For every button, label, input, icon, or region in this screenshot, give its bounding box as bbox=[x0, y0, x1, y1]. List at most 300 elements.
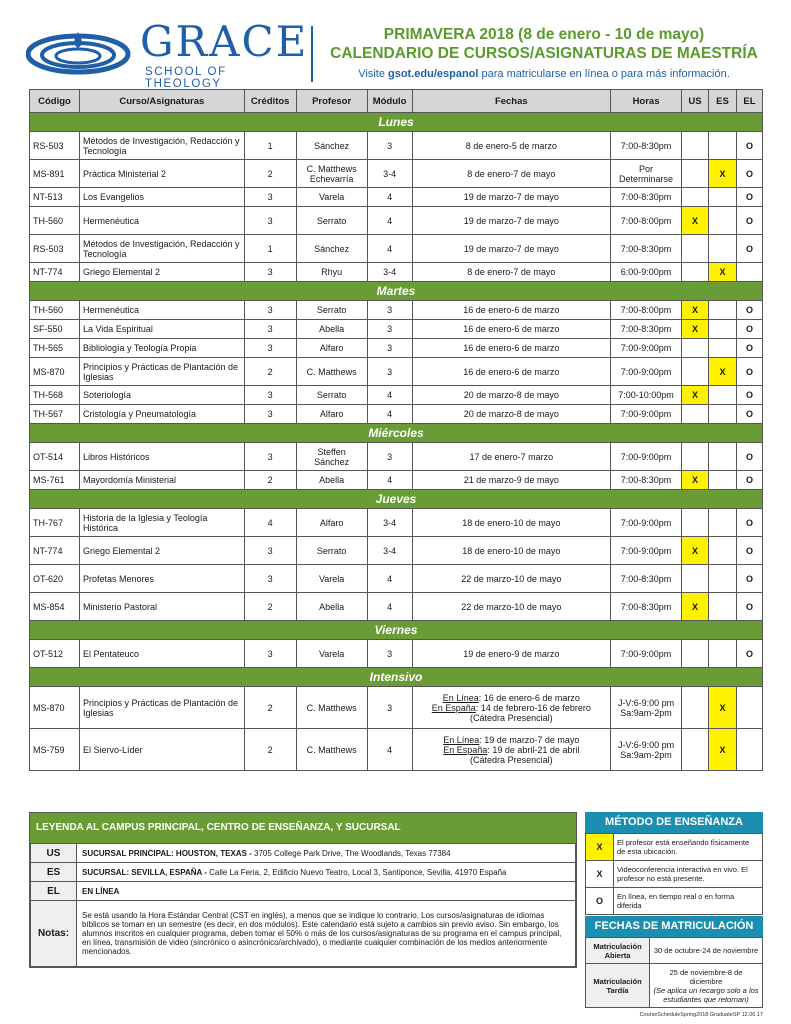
course-hours: 7:00-9:00pm bbox=[611, 640, 682, 668]
location-us-cell bbox=[682, 729, 709, 771]
course-code: NT-774 bbox=[30, 537, 80, 565]
course-name: Los Evangelios bbox=[79, 188, 244, 207]
course-dates: 17 de enero-7 marzo bbox=[412, 443, 610, 471]
legend-bold: SUCURSAL PRINCIPAL: HOUSTON, TEXAS - bbox=[82, 848, 255, 858]
course-credits: 3 bbox=[244, 537, 296, 565]
date-location: En España bbox=[443, 744, 488, 755]
location-el-cell bbox=[736, 687, 762, 729]
location-es-cell bbox=[708, 593, 736, 621]
location-es-cell bbox=[708, 640, 736, 668]
date-range: (Cátedra Presencial) bbox=[470, 754, 553, 765]
course-professor: Sánchez bbox=[296, 132, 367, 160]
fechas-value bbox=[650, 964, 763, 1008]
website-link[interactable]: gsot.edu/espanol bbox=[388, 68, 479, 80]
legend-bold: EN LÍNEA bbox=[82, 886, 120, 896]
location-es-cell bbox=[708, 320, 736, 339]
column-header: ES bbox=[708, 90, 736, 113]
course-row[interactable] bbox=[30, 188, 763, 207]
location-es-cell: X bbox=[708, 729, 736, 771]
course-dates: 19 de marzo-7 de mayo bbox=[412, 235, 610, 263]
course-row[interactable] bbox=[30, 386, 763, 405]
course-dates: 22 de marzo-10 de mayo bbox=[412, 565, 610, 593]
location-el-cell: O bbox=[736, 235, 762, 263]
course-professor: Steffen Sánchez bbox=[296, 443, 367, 471]
course-dates bbox=[412, 729, 610, 771]
metodo-row bbox=[586, 888, 763, 915]
course-row[interactable] bbox=[30, 443, 763, 471]
location-us-cell bbox=[682, 132, 709, 160]
location-us-cell: X bbox=[682, 471, 709, 490]
course-row[interactable] bbox=[30, 405, 763, 424]
legend-key: US bbox=[31, 844, 77, 863]
day-header: Viernes bbox=[30, 621, 763, 640]
course-hours: 7:00-9:00pm bbox=[611, 509, 682, 537]
course-professor: Alfaro bbox=[296, 339, 367, 358]
course-hours: 7:00-8:00pm bbox=[611, 301, 682, 320]
metodo-panel bbox=[585, 812, 763, 915]
course-code: TH-567 bbox=[30, 405, 80, 424]
course-row[interactable] bbox=[30, 160, 763, 188]
course-module: 3-4 bbox=[367, 263, 412, 282]
legend-row bbox=[31, 863, 576, 882]
legend-bold: SUCURSAL: SEVILLA, ESPAÑA - bbox=[82, 867, 210, 877]
course-name: La Vida Espiritual bbox=[79, 320, 244, 339]
course-module: 4 bbox=[367, 207, 412, 235]
course-module: 3-4 bbox=[367, 509, 412, 537]
course-dates: 18 de enero-10 de mayo bbox=[412, 509, 610, 537]
course-dates: 16 de enero-6 de marzo bbox=[412, 358, 610, 386]
course-module: 4 bbox=[367, 729, 412, 771]
course-credits: 2 bbox=[244, 358, 296, 386]
course-credits: 1 bbox=[244, 132, 296, 160]
date-line bbox=[416, 693, 607, 703]
course-professor: C. Matthews bbox=[296, 358, 367, 386]
date-location: En Línea bbox=[443, 734, 480, 745]
course-credits: 4 bbox=[244, 509, 296, 537]
legend-panel bbox=[29, 812, 577, 968]
date-range: : 16 de enero-6 de marzo bbox=[478, 692, 580, 703]
course-name: Hermenéutica bbox=[79, 207, 244, 235]
course-dates: 16 de enero-6 de marzo bbox=[412, 320, 610, 339]
course-row[interactable] bbox=[30, 593, 763, 621]
course-name: Métodos de Investigación, Redacción y Tecnología bbox=[79, 235, 244, 263]
location-es-cell bbox=[708, 132, 736, 160]
legend-text bbox=[77, 844, 576, 863]
legend-desc: Se está usando la Hora Estándar Central (CST en inglés), a menos que se indique lo contrario. Los cursos/asignaturas de idiomas bíblicos se toman en un semestre (es decir, en dos módulos). Este calendario está sujeto a cambios sin previo aviso. Sin embargo, los alumnos inscritos en cualquier programa, deben tomar el 50% o más de los cursos/asignaturas de su programa en el campus principal, en línea, transmisión de video (sincrónico o asincrónico/archivado), o mediante cualquier combinación de los medios anteriormente mencionados. bbox=[82, 911, 562, 956]
course-code: TH-767 bbox=[30, 509, 80, 537]
visit-note bbox=[320, 68, 768, 80]
legend-text bbox=[77, 901, 576, 967]
metodo-text: En línea, en tiempo real o en forma diferida bbox=[614, 888, 763, 915]
logo-wordmark: GRACE bbox=[140, 17, 309, 66]
course-hours: 7:00-9:00pm bbox=[611, 537, 682, 565]
location-es-cell bbox=[708, 188, 736, 207]
legend-desc: 3705 College Park Drive, The Woodlands, Texas 77384 bbox=[254, 848, 451, 858]
legend-row bbox=[31, 844, 576, 863]
course-dates: 19 de marzo-7 de mayo bbox=[412, 188, 610, 207]
legend-text bbox=[77, 882, 576, 901]
course-dates: 18 de enero-10 de mayo bbox=[412, 537, 610, 565]
location-el-cell: O bbox=[736, 593, 762, 621]
location-el-cell: O bbox=[736, 188, 762, 207]
location-el-cell: O bbox=[736, 565, 762, 593]
location-us-cell bbox=[682, 443, 709, 471]
column-header: Horas bbox=[611, 90, 682, 113]
course-name: Ministerio Pastoral bbox=[79, 593, 244, 621]
course-professor: Sánchez bbox=[296, 235, 367, 263]
course-code: MS-870 bbox=[30, 687, 80, 729]
location-el-cell bbox=[736, 729, 762, 771]
day-header: Martes bbox=[30, 282, 763, 301]
date-range: (Cátedra Presencial) bbox=[470, 712, 553, 723]
location-us-cell bbox=[682, 509, 709, 537]
location-es-cell bbox=[708, 301, 736, 320]
fechas-note: (Se aplica un recargo solo a los estudiantes que retornan) bbox=[653, 985, 759, 1004]
course-professor: Serrato bbox=[296, 301, 367, 320]
course-module: 3 bbox=[367, 301, 412, 320]
course-name: Mayordomía Ministerial bbox=[79, 471, 244, 490]
course-hours: 7:00-8:00pm bbox=[611, 207, 682, 235]
date-range: : 14 de febrero-16 de febrero bbox=[475, 702, 591, 713]
course-credits: 3 bbox=[244, 565, 296, 593]
course-hours: 6:00-9:00pm bbox=[611, 263, 682, 282]
course-code: TH-565 bbox=[30, 339, 80, 358]
course-credits: 3 bbox=[244, 640, 296, 668]
course-hours: 7:00-9:00pm bbox=[611, 339, 682, 358]
day-header-row bbox=[30, 282, 763, 301]
metodo-row bbox=[586, 834, 763, 861]
course-dates bbox=[412, 687, 610, 729]
course-code: RS-503 bbox=[30, 235, 80, 263]
course-credits: 3 bbox=[244, 301, 296, 320]
location-us-cell: X bbox=[682, 537, 709, 565]
course-dates: 20 de marzo-8 de mayo bbox=[412, 386, 610, 405]
fechas-range: 25 de noviembre-8 de diciembre bbox=[669, 967, 743, 986]
legend-desc: Calle La Feria, 2, Edificio Nuevo Teatro, Local 3, Santiponce, Sevilla, 41970 España bbox=[209, 867, 507, 877]
course-name: Cristología y Pneumatología bbox=[79, 405, 244, 424]
legend-key: EL bbox=[31, 882, 77, 901]
course-name: El Siervo-Líder bbox=[79, 729, 244, 771]
course-row[interactable] bbox=[30, 687, 763, 729]
course-dates: 8 de enero-5 de marzo bbox=[412, 132, 610, 160]
course-schedule-table bbox=[29, 89, 763, 771]
fechas-row bbox=[586, 938, 763, 964]
course-hours: Por Determinarse bbox=[611, 160, 682, 188]
course-credits: 3 bbox=[244, 405, 296, 424]
fechas-range: 30 de octubre-24 de noviembre bbox=[653, 946, 759, 955]
course-code: RS-503 bbox=[30, 132, 80, 160]
location-es-cell bbox=[708, 509, 736, 537]
location-us-cell: X bbox=[682, 386, 709, 405]
metodo-row bbox=[586, 861, 763, 888]
location-el-cell: O bbox=[736, 301, 762, 320]
course-dates: 8 de enero-7 de mayo bbox=[412, 263, 610, 282]
course-code: TH-560 bbox=[30, 207, 80, 235]
course-professor: Serrato bbox=[296, 537, 367, 565]
course-row[interactable] bbox=[30, 235, 763, 263]
course-professor: C. Matthews bbox=[296, 729, 367, 771]
location-es-cell bbox=[708, 443, 736, 471]
course-module: 3 bbox=[367, 339, 412, 358]
location-el-cell: O bbox=[736, 160, 762, 188]
course-code: OT-512 bbox=[30, 640, 80, 668]
course-hours: J-V:6-9:00 pm Sa:9am-2pm bbox=[611, 687, 682, 729]
column-header: Código bbox=[30, 90, 80, 113]
location-es-cell bbox=[708, 207, 736, 235]
location-el-cell: O bbox=[736, 339, 762, 358]
location-el-cell: O bbox=[736, 207, 762, 235]
course-row[interactable] bbox=[30, 301, 763, 320]
course-row[interactable] bbox=[30, 729, 763, 771]
course-code: MS-761 bbox=[30, 471, 80, 490]
location-us-cell bbox=[682, 339, 709, 358]
course-row[interactable] bbox=[30, 339, 763, 358]
grace-logo[interactable] bbox=[26, 17, 309, 90]
location-es-cell bbox=[708, 565, 736, 593]
location-es-cell bbox=[708, 405, 736, 424]
course-code: SF-550 bbox=[30, 320, 80, 339]
legend-row bbox=[31, 882, 576, 901]
location-us-cell: X bbox=[682, 593, 709, 621]
location-el-cell: O bbox=[736, 358, 762, 386]
course-dates: 21 de marzo-9 de mayo bbox=[412, 471, 610, 490]
visit-note-post: para matricularse en línea o para más información. bbox=[478, 68, 730, 80]
course-dates: 20 de marzo-8 de mayo bbox=[412, 405, 610, 424]
course-row[interactable] bbox=[30, 132, 763, 160]
location-us-cell bbox=[682, 160, 709, 188]
course-row[interactable] bbox=[30, 471, 763, 490]
course-name: Profetas Menores bbox=[79, 565, 244, 593]
course-professor: Abella bbox=[296, 471, 367, 490]
location-es-cell: X bbox=[708, 358, 736, 386]
table-header-row bbox=[30, 90, 763, 113]
course-row[interactable] bbox=[30, 320, 763, 339]
course-name: Métodos de Investigación, Redacción y Tecnología bbox=[79, 132, 244, 160]
day-header: Lunes bbox=[30, 113, 763, 132]
course-name: Principios y Prácticas de Plantación de Iglesias bbox=[79, 687, 244, 729]
course-dates: 19 de enero-9 de marzo bbox=[412, 640, 610, 668]
course-professor: Alfaro bbox=[296, 405, 367, 424]
location-el-cell: O bbox=[736, 537, 762, 565]
column-header: Créditos bbox=[244, 90, 296, 113]
course-name: Griego Elemental 2 bbox=[79, 263, 244, 282]
course-row[interactable] bbox=[30, 263, 763, 282]
location-es-cell bbox=[708, 386, 736, 405]
location-us-cell bbox=[682, 565, 709, 593]
course-module: 3 bbox=[367, 320, 412, 339]
course-credits: 3 bbox=[244, 320, 296, 339]
course-credits: 3 bbox=[244, 188, 296, 207]
header-divider bbox=[311, 26, 313, 82]
metodo-mark: X bbox=[586, 834, 614, 861]
course-credits: 3 bbox=[244, 263, 296, 282]
course-name: Historia de la Iglesia y Teología Histórica bbox=[79, 509, 244, 537]
course-hours: 7:00-10:00pm bbox=[611, 386, 682, 405]
legend-row bbox=[31, 901, 576, 967]
course-code: MS-854 bbox=[30, 593, 80, 621]
course-code: TH-568 bbox=[30, 386, 80, 405]
page-subtitle: CALENDARIO DE CURSOS/ASIGNATURAS DE MAESTRÍA bbox=[330, 45, 758, 62]
metodo-mark: X bbox=[586, 861, 614, 888]
page-title: PRIMAVERA 2018 (8 de enero - 10 de mayo) bbox=[383, 26, 705, 43]
location-el-cell: O bbox=[736, 509, 762, 537]
course-professor: C. Matthews bbox=[296, 687, 367, 729]
location-es-cell bbox=[708, 471, 736, 490]
logo-subtext: SCHOOL OF THEOLOGY bbox=[145, 66, 227, 90]
location-us-cell bbox=[682, 640, 709, 668]
course-row[interactable] bbox=[30, 358, 763, 386]
metodo-title: MÉTODO DE ENSEÑANZA bbox=[585, 812, 763, 833]
course-module: 3-4 bbox=[367, 160, 412, 188]
day-header-row bbox=[30, 113, 763, 132]
location-us-cell: X bbox=[682, 301, 709, 320]
course-code: MS-891 bbox=[30, 160, 80, 188]
date-location: En Línea bbox=[442, 692, 479, 703]
column-header: US bbox=[682, 90, 709, 113]
course-dates: 16 de enero-6 de marzo bbox=[412, 339, 610, 358]
course-professor: Abella bbox=[296, 320, 367, 339]
legend-title: LEYENDA AL CAMPUS PRINCIPAL, CENTRO DE ENSEÑANZA, Y SUCURSAL bbox=[30, 813, 576, 843]
course-code: OT-620 bbox=[30, 565, 80, 593]
metodo-text: El profesor está enseñando físicamente de esta ubicación. bbox=[614, 834, 763, 861]
course-module: 4 bbox=[367, 593, 412, 621]
course-name: Principios y Prácticas de Plantación de Iglesias bbox=[79, 358, 244, 386]
course-name: Soteriología bbox=[79, 386, 244, 405]
metodo-mark: O bbox=[586, 888, 614, 915]
course-name: Hermenéutica bbox=[79, 301, 244, 320]
course-professor: Serrato bbox=[296, 207, 367, 235]
course-professor: Varela bbox=[296, 565, 367, 593]
course-hours: 7:00-8:30pm bbox=[611, 565, 682, 593]
legend-key: Notas: bbox=[31, 901, 77, 967]
location-us-cell: X bbox=[682, 207, 709, 235]
column-header: Curso/Asignaturas bbox=[79, 90, 244, 113]
swirl-logo-icon bbox=[26, 28, 134, 76]
location-el-cell: O bbox=[736, 386, 762, 405]
course-hours: 7:00-9:00pm bbox=[611, 405, 682, 424]
date-line bbox=[416, 713, 607, 723]
column-header: Profesor bbox=[296, 90, 367, 113]
course-row[interactable] bbox=[30, 537, 763, 565]
course-professor: Abella bbox=[296, 593, 367, 621]
legend-key: ES bbox=[31, 863, 77, 882]
date-range: : 19 de abril-21 de abril bbox=[487, 744, 580, 755]
course-professor: Serrato bbox=[296, 386, 367, 405]
course-name: Práctica Ministerial 2 bbox=[79, 160, 244, 188]
location-us-cell bbox=[682, 687, 709, 729]
course-row[interactable] bbox=[30, 207, 763, 235]
day-header: Jueves bbox=[30, 490, 763, 509]
column-header: EL bbox=[736, 90, 762, 113]
course-module: 3-4 bbox=[367, 537, 412, 565]
day-header-row bbox=[30, 424, 763, 443]
location-el-cell: O bbox=[736, 471, 762, 490]
course-credits: 2 bbox=[244, 160, 296, 188]
column-header: Módulo bbox=[367, 90, 412, 113]
course-code: TH-560 bbox=[30, 301, 80, 320]
location-el-cell: O bbox=[736, 132, 762, 160]
fechas-value bbox=[650, 938, 763, 964]
course-row[interactable] bbox=[30, 565, 763, 593]
legend-text bbox=[77, 863, 576, 882]
location-es-cell bbox=[708, 537, 736, 565]
course-hours: 7:00-8:30pm bbox=[611, 235, 682, 263]
metodo-text: Videoconferencia interactiva en vivo. El profesor no está presente. bbox=[614, 861, 763, 888]
course-dates: 19 de marzo-7 de mayo bbox=[412, 207, 610, 235]
date-line bbox=[416, 703, 607, 713]
footer-code: CourseScheduleSpring2018 GraduateSP 12.06.17 bbox=[639, 1012, 763, 1018]
course-hours: 7:00-8:30pm bbox=[611, 132, 682, 160]
course-professor: Varela bbox=[296, 640, 367, 668]
course-professor: Rhyu bbox=[296, 263, 367, 282]
course-credits: 3 bbox=[244, 443, 296, 471]
course-module: 4 bbox=[367, 188, 412, 207]
course-module: 4 bbox=[367, 565, 412, 593]
course-module: 4 bbox=[367, 235, 412, 263]
header bbox=[0, 0, 791, 90]
course-hours: 7:00-8:30pm bbox=[611, 593, 682, 621]
fechas-label: Matriculación Abierta bbox=[586, 938, 650, 964]
course-professor: Alfaro bbox=[296, 509, 367, 537]
location-el-cell bbox=[736, 263, 762, 282]
location-es-cell bbox=[708, 235, 736, 263]
day-header: Miércoles bbox=[30, 424, 763, 443]
location-us-cell bbox=[682, 405, 709, 424]
course-credits: 2 bbox=[244, 593, 296, 621]
fechas-row bbox=[586, 964, 763, 1008]
course-hours: 7:00-9:00pm bbox=[611, 358, 682, 386]
course-row[interactable] bbox=[30, 509, 763, 537]
course-module: 3 bbox=[367, 687, 412, 729]
visit-note-pre: Visite bbox=[358, 68, 388, 80]
column-header: Fechas bbox=[412, 90, 610, 113]
course-hours: 7:00-8:30pm bbox=[611, 320, 682, 339]
course-dates: 16 de enero-6 de marzo bbox=[412, 301, 610, 320]
day-header: Intensivo bbox=[30, 668, 763, 687]
course-dates: 22 de marzo-10 de mayo bbox=[412, 593, 610, 621]
day-header-row bbox=[30, 490, 763, 509]
course-code: MS-759 bbox=[30, 729, 80, 771]
course-credits: 3 bbox=[244, 386, 296, 405]
location-el-cell: O bbox=[736, 640, 762, 668]
course-credits: 2 bbox=[244, 729, 296, 771]
course-row[interactable] bbox=[30, 640, 763, 668]
location-es-cell: X bbox=[708, 263, 736, 282]
course-credits: 3 bbox=[244, 339, 296, 358]
course-credits: 2 bbox=[244, 471, 296, 490]
location-el-cell: O bbox=[736, 443, 762, 471]
location-el-cell: O bbox=[736, 320, 762, 339]
course-dates: 8 de enero-7 de mayo bbox=[412, 160, 610, 188]
location-es-cell: X bbox=[708, 160, 736, 188]
date-location: En España bbox=[431, 702, 476, 713]
course-hours: 7:00-8:30pm bbox=[611, 188, 682, 207]
course-module: 4 bbox=[367, 471, 412, 490]
course-module: 3 bbox=[367, 640, 412, 668]
course-code: NT-774 bbox=[30, 263, 80, 282]
date-line bbox=[416, 745, 607, 755]
course-name: El Pentateuco bbox=[79, 640, 244, 668]
course-code: NT-513 bbox=[30, 188, 80, 207]
course-module: 3 bbox=[367, 443, 412, 471]
fechas-title: FECHAS DE MATRICULACIÓN bbox=[585, 916, 763, 937]
location-us-cell bbox=[682, 235, 709, 263]
fechas-label: Matriculación Tardía bbox=[586, 964, 650, 1008]
course-name: Griego Elemental 2 bbox=[79, 537, 244, 565]
course-name: Bibliología y Teología Propia bbox=[79, 339, 244, 358]
course-module: 4 bbox=[367, 386, 412, 405]
fechas-panel bbox=[585, 916, 763, 1008]
